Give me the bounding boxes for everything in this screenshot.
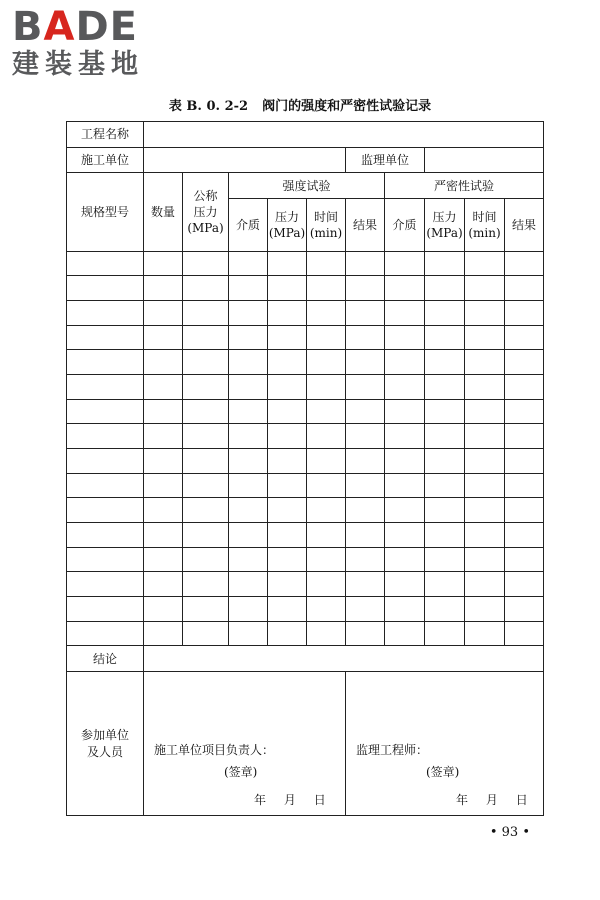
table-cell [425,448,465,473]
table-cell [307,498,346,523]
bade-logo [12,6,182,80]
table-cell [183,547,229,572]
table-row [67,547,544,572]
table-cell [425,325,465,350]
table-cell [385,547,425,572]
table-cell [268,424,307,449]
table-cell [465,251,505,276]
tightness-test-header: 严密性试验 [385,173,544,199]
table-cell [346,374,385,399]
table-cell [67,448,144,473]
table-cell [505,621,544,646]
construction-unit-label: 施工单位 [67,147,144,173]
table-cell [505,374,544,399]
table-cell [346,399,385,424]
construction-unit-value [144,147,346,173]
table-cell [183,621,229,646]
table-cell [229,547,268,572]
table-cell [183,498,229,523]
construction-seal: (签章) [224,765,258,780]
table-cell [505,399,544,424]
table-cell [385,596,425,621]
construction-signature-cell [144,672,346,816]
strength-pressure-header: 压力 (MPa) [268,199,307,251]
logo-subtitle: 建装基地 [12,49,144,80]
table-cell [385,621,425,646]
table-number: 表 B. 0. 2-2 [168,99,249,114]
table-cell [505,251,544,276]
table-cell [144,300,183,325]
table-cell [307,596,346,621]
table-cell [183,572,229,597]
table-cell [465,300,505,325]
table-cell [465,325,505,350]
data-rows [67,251,544,646]
table-cell [183,448,229,473]
table-cell [144,424,183,449]
table-cell [307,276,346,301]
project-name-label: 工程名称 [67,122,144,148]
table-cell [144,547,183,572]
table-title [0,95,600,114]
table-cell [346,498,385,523]
table-cell [268,251,307,276]
table-cell [144,522,183,547]
table-cell [465,621,505,646]
table-row [67,374,544,399]
table-cell [505,498,544,523]
table-cell [425,251,465,276]
table-cell [67,399,144,424]
table-cell [505,448,544,473]
table-cell [465,399,505,424]
table-row [67,300,544,325]
table-cell [183,300,229,325]
table-row [67,276,544,301]
table-cell [67,621,144,646]
conclusion-label: 结论 [67,646,144,672]
table-cell [385,448,425,473]
table-row [67,251,544,276]
table-cell [268,448,307,473]
page-number: • 93 • [489,825,530,840]
table-cell [307,300,346,325]
table-cell [465,596,505,621]
valve-test-record-table [66,121,544,816]
table-cell [307,251,346,276]
construction-signatory-label: 施工单位项目负责人： [154,743,275,758]
table-cell [144,572,183,597]
table-cell [144,448,183,473]
table-cell [385,473,425,498]
table-cell [465,572,505,597]
table-cell [67,498,144,523]
table-cell [229,596,268,621]
table-cell [346,621,385,646]
table-cell [425,547,465,572]
tightness-pressure-header: 压力 (MPa) [425,199,465,251]
strength-time-header: 时间 (min) [307,199,346,251]
table-cell [425,572,465,597]
table-cell [183,325,229,350]
table-cell [144,350,183,375]
table-cell [425,498,465,523]
supervision-unit-label: 监理单位 [346,147,425,173]
table-title-text: 阀门的强度和严密性试验记录 [262,99,432,114]
table-cell [346,596,385,621]
table-cell [425,621,465,646]
table-cell [229,350,268,375]
supervision-seal: (签章) [426,765,460,780]
construction-date: 年 月 日 [254,793,326,808]
table-cell [505,300,544,325]
table-cell [183,251,229,276]
table-cell [307,572,346,597]
table-cell [144,473,183,498]
table-cell [385,325,425,350]
table-row [67,621,544,646]
table-cell [183,473,229,498]
table-row [67,399,544,424]
table-cell [465,424,505,449]
table-cell [385,399,425,424]
table-cell [229,374,268,399]
table-cell [67,300,144,325]
table-cell [229,251,268,276]
table-cell [346,547,385,572]
table-cell [425,300,465,325]
table-cell [465,473,505,498]
table-cell [425,374,465,399]
table-cell [229,448,268,473]
table-cell [144,621,183,646]
table-cell [465,350,505,375]
table-cell [67,473,144,498]
table-cell [425,473,465,498]
table-cell [268,621,307,646]
participants-label: 参加单位 及人员 [67,672,144,816]
table-cell [268,300,307,325]
table-cell [268,596,307,621]
table-cell [183,522,229,547]
table-cell [346,276,385,301]
table-cell [144,374,183,399]
table-cell [465,547,505,572]
table-cell [229,424,268,449]
table-cell [505,473,544,498]
table-cell [268,325,307,350]
table-cell [385,276,425,301]
table-cell [505,547,544,572]
table-cell [268,522,307,547]
tightness-time-header: 时间 (min) [465,199,505,251]
table-cell [307,473,346,498]
table-cell [425,424,465,449]
table-cell [67,374,144,399]
table-cell [307,621,346,646]
project-name-value [144,122,544,148]
table-cell [465,448,505,473]
table-cell [229,572,268,597]
table-cell [268,374,307,399]
table-cell [346,251,385,276]
table-cell [67,596,144,621]
table-cell [144,596,183,621]
table-cell [465,522,505,547]
table-row [67,498,544,523]
table-cell [229,621,268,646]
table-cell [144,251,183,276]
table-cell [229,325,268,350]
table-cell [385,424,425,449]
table-cell [505,350,544,375]
table-cell [268,399,307,424]
table-cell [144,276,183,301]
table-cell [465,276,505,301]
table-cell [183,424,229,449]
table-cell [268,572,307,597]
table-cell [505,325,544,350]
table-cell [229,399,268,424]
table-cell [67,424,144,449]
table-cell [346,473,385,498]
table-cell [307,448,346,473]
table-row [67,350,544,375]
table-cell [385,522,425,547]
table-cell [144,498,183,523]
table-cell [425,596,465,621]
table-cell [425,399,465,424]
table-cell [385,251,425,276]
table-cell [307,522,346,547]
table-cell [183,350,229,375]
quantity-header: 数量 [144,173,183,251]
table-cell [505,596,544,621]
table-row [67,596,544,621]
table-cell [346,572,385,597]
strength-result-header: 结果 [346,199,385,251]
table-cell [385,350,425,375]
table-cell [385,374,425,399]
table-cell [307,399,346,424]
table-cell [385,300,425,325]
table-row [67,424,544,449]
tightness-medium-header: 介质 [385,199,425,251]
table-cell [183,276,229,301]
table-cell [183,596,229,621]
table-cell [67,572,144,597]
table-row [67,325,544,350]
table-cell [307,547,346,572]
table-cell [425,276,465,301]
strength-test-header: 强度试验 [229,173,385,199]
table-cell [346,350,385,375]
table-cell [229,522,268,547]
table-cell [505,424,544,449]
table-cell [229,473,268,498]
table-cell [307,350,346,375]
spec-model-header: 规格型号 [67,173,144,251]
table-cell [346,300,385,325]
table-cell [229,276,268,301]
table-cell [505,522,544,547]
table-cell [67,325,144,350]
supervision-unit-value [425,147,544,173]
table-cell [346,448,385,473]
table-cell [268,350,307,375]
table-cell [229,300,268,325]
tightness-result-header: 结果 [505,199,544,251]
strength-medium-header: 介质 [229,199,268,251]
logo-wordmark: BADE [12,4,138,50]
supervision-signature-cell [346,672,544,816]
table-cell [307,374,346,399]
table-cell [505,276,544,301]
table-cell [425,522,465,547]
table-cell [67,251,144,276]
table-cell [505,572,544,597]
table-cell [385,572,425,597]
table-cell [385,498,425,523]
table-cell [268,276,307,301]
table-cell [144,325,183,350]
table-cell [144,399,183,424]
table-cell [229,498,268,523]
table-cell [425,350,465,375]
table-cell [465,374,505,399]
table-cell [67,547,144,572]
supervision-signatory-label: 监理工程师： [356,743,429,758]
table-row [67,572,544,597]
table-cell [268,498,307,523]
table-cell [346,424,385,449]
conclusion-value [144,646,544,672]
table-cell [346,522,385,547]
table-cell [268,547,307,572]
table-row [67,473,544,498]
supervision-date: 年 月 日 [456,793,528,808]
table-cell [67,350,144,375]
nominal-pressure-header: 公称 压力 (MPa) [183,173,229,251]
table-cell [268,473,307,498]
table-row [67,448,544,473]
table-row [67,522,544,547]
table-cell [67,522,144,547]
table-cell [465,498,505,523]
table-cell [307,325,346,350]
table-cell [307,424,346,449]
table-cell [183,399,229,424]
table-cell [183,374,229,399]
table-cell [67,276,144,301]
table-cell [346,325,385,350]
